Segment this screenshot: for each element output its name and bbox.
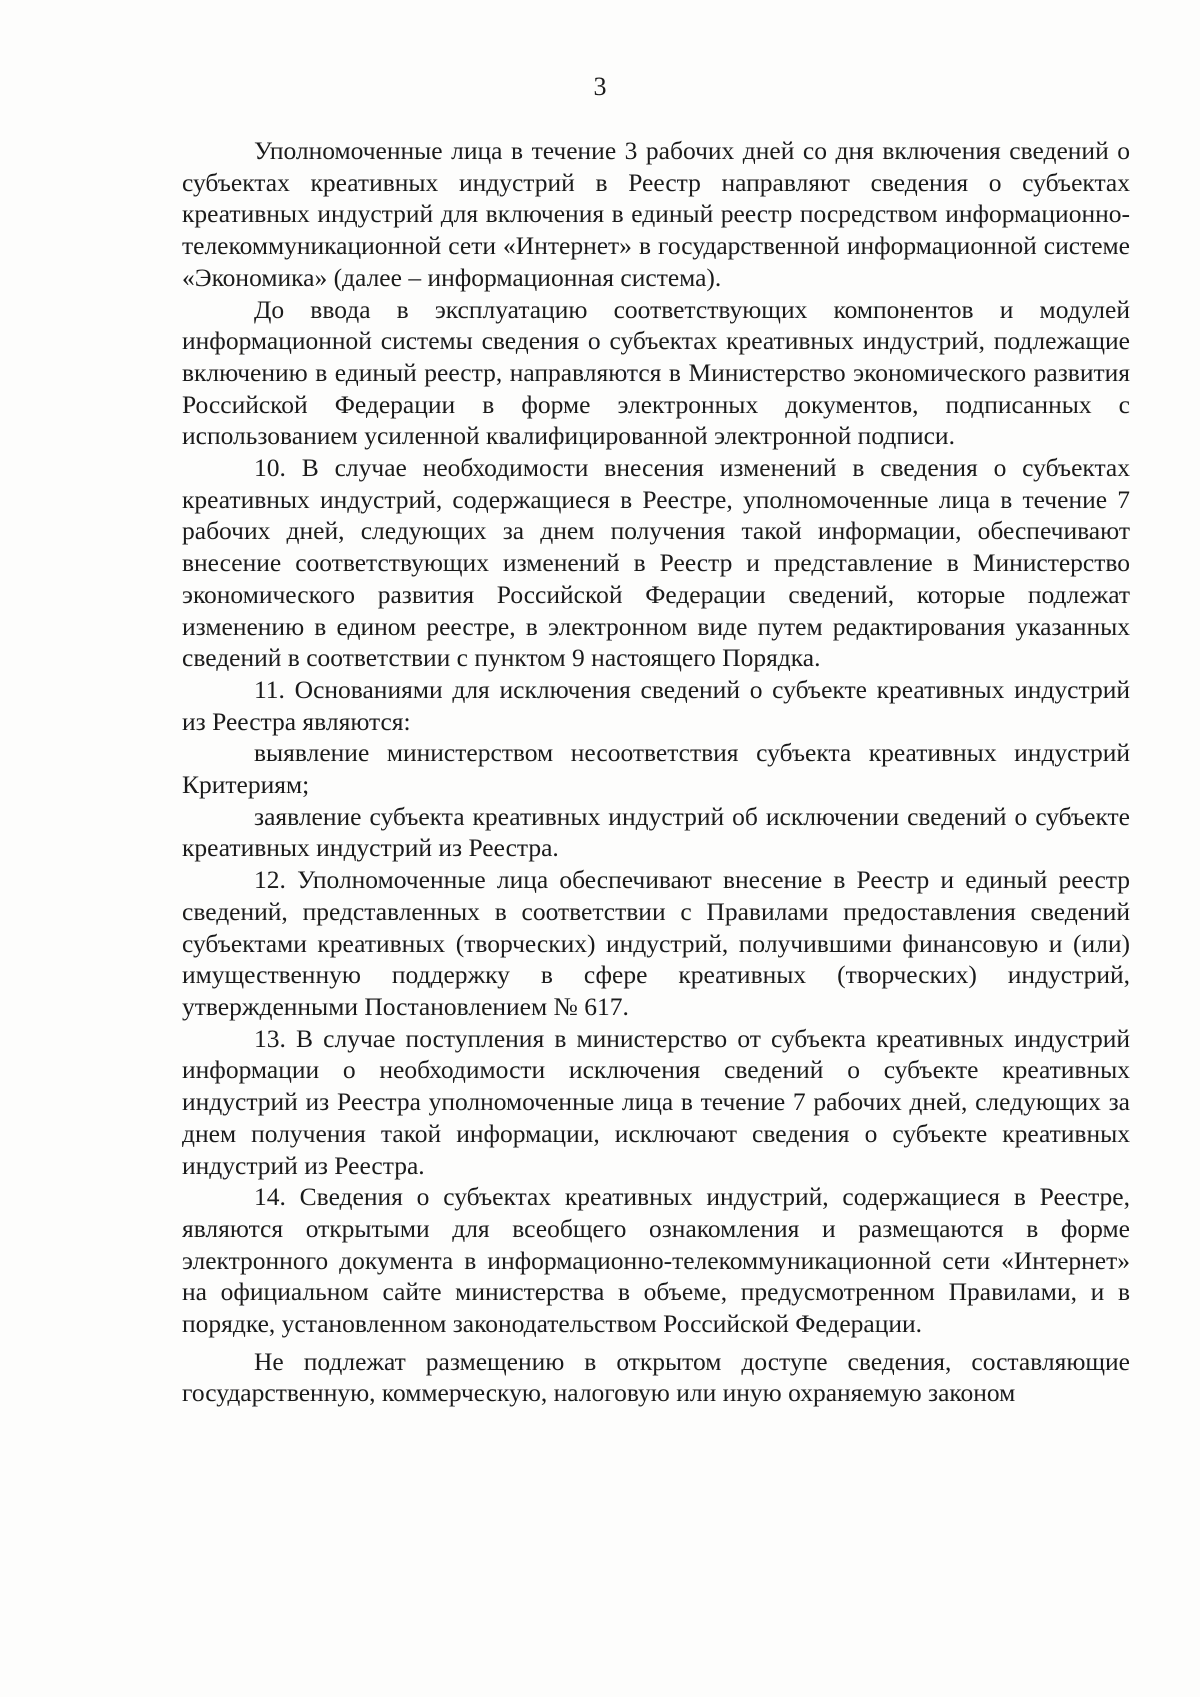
paragraph-2: До ввода в эксплуатацию соответствующих компонентов и модулей информационной системы сведения о субъектах креативных индустрий, подлежащие включению в единый реестр, направляются в Министерство экономического развития Российской Федерации в форме электронных документов, подписанных с использованием усиленной квалифицированной электронной подписи. — [182, 294, 1130, 451]
paragraph-11-item-2: заявление субъекта креативных индустрий об исключении сведений о субъекте креативных индустрий из Реестра. — [182, 801, 1130, 863]
document-body — [182, 135, 1130, 1409]
paragraph-final: Не подлежат размещению в открытом доступе сведения, составляющие государственную, коммерческую, налоговую или иную охраняемую законом — [182, 1346, 1130, 1408]
paragraph-13: 13. В случае поступления в министерство от субъекта креативных индустрий информации о необходимости исключения сведений о субъекте креативных индустрий из Реестра уполномоченные лица в течение 7 рабочих дней, следующих за днем получения такой информации, исключают сведения о субъекте креативных индустрий из Реестра. — [182, 1023, 1130, 1180]
paragraph-10: 10. В случае необходимости внесения изменений в сведения о субъектах креативных индустрий, содержащиеся в Реестре, уполномоченные лица в течение 7 рабочих дней, следующих за днем получения такой информации, обеспечивают внесение соответствующих изменений в Реестр и представление в Министерство экономического развития Российской Федерации сведений, которые подлежат изменению в едином реестре, в электронном виде путем редактирования указанных сведений в соответствии с пунктом 9 настоящего Порядка. — [182, 453, 1130, 673]
paragraph-11: 11. Основаниями для исключения сведений о субъекте креативных индустрий из Реестра являются: — [182, 674, 1130, 736]
page-number: 3 — [593, 72, 607, 101]
paragraph-14: 14. Сведения о субъектах креативных индустрий, содержащиеся в Реестре, являются открытыми для всеобщего ознакомления и размещаются в форме электронного документа в информационно-телекоммуникационной сети «Интернет» на официальном сайте министерства в объеме, предусмотренном Правилами, и в порядке, установленном законодательством Российской Федерации. — [182, 1182, 1130, 1339]
paragraph-1: Уполномоченные лица в течение 3 рабочих дней со дня включения сведений о субъектах креативных индустрий в Реестр направляют сведения о субъектах креативных индустрий для включения в единый реестр посредством информационно-телекоммуникационной сети «Интернет» в государственной информационной системе «Экономика» (далее – информационная система). — [182, 136, 1130, 292]
paragraph-11-item-1: выявление министерством несоответствия субъекта креативных индустрий Критериям; — [182, 738, 1130, 800]
paragraph-12: 12. Уполномоченные лица обеспечивают внесение в Реестр и единый реестр сведений, представленных в соответствии с Правилами предоставления сведений субъектами креативных (творческих) индустрий, получившими финансовую и (или) имущественную поддержку в сфере креативных (творческих) индустрий, утвержденными Постановлением № 617. — [182, 865, 1130, 1021]
